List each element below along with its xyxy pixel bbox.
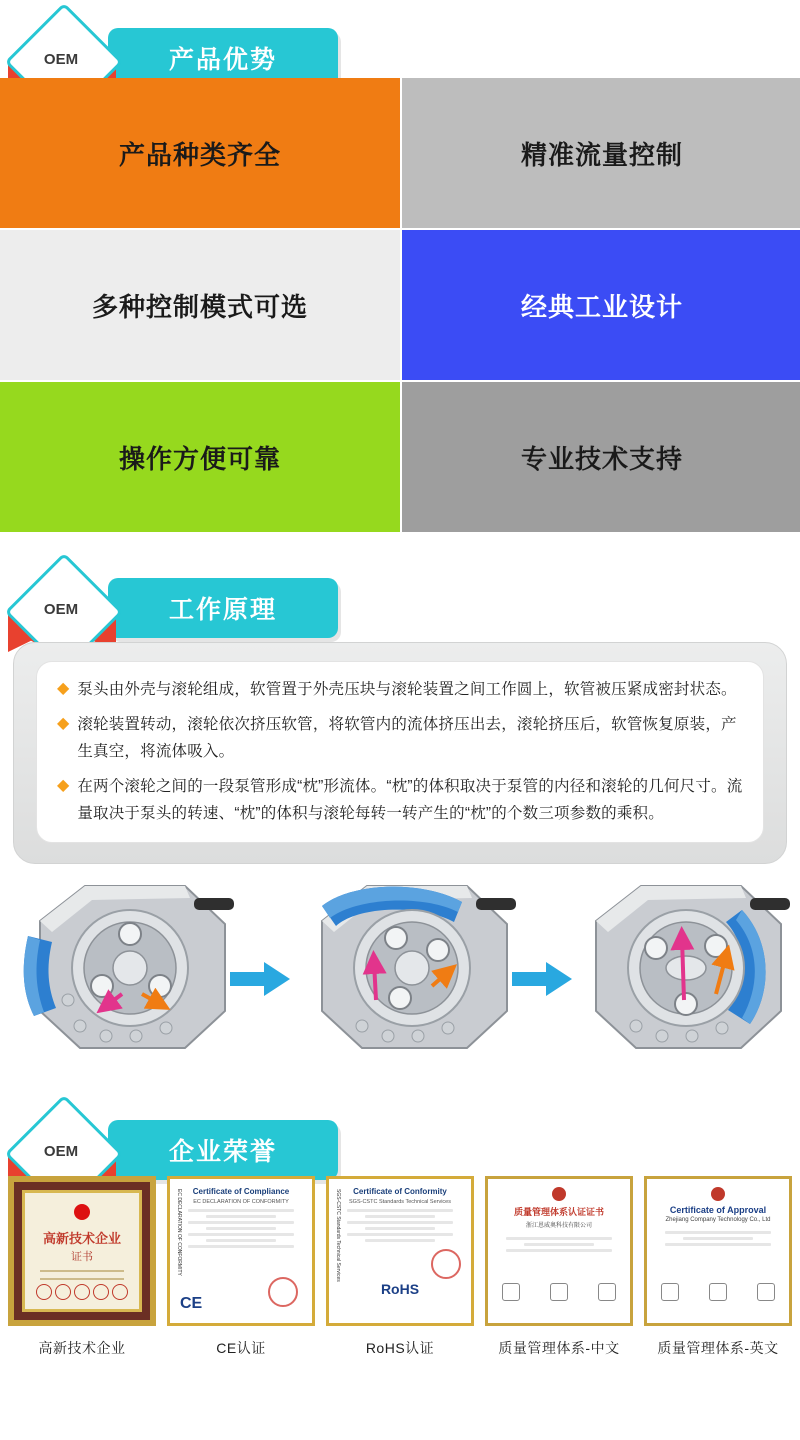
text-line <box>347 1209 453 1212</box>
advantage-label: 产品种类齐全 <box>118 139 281 170</box>
text-line <box>188 1233 294 1236</box>
flow-arrow-icon-2 <box>512 962 572 996</box>
principle-panel <box>13 642 787 864</box>
certificate-title: 质量管理体系认证证书 <box>513 1207 604 1217</box>
plaque-subtitle: 证书 <box>71 1251 93 1263</box>
logo-icon <box>661 1283 679 1301</box>
text-line <box>188 1245 294 1248</box>
red-seal-icon <box>431 1249 461 1279</box>
oem-badge-label: OEM <box>43 600 79 618</box>
bullet-icon: ◆ <box>57 680 70 697</box>
oem-badge-label: OEM <box>43 50 79 68</box>
plaque-seal-icon <box>74 1204 90 1220</box>
seal-icon <box>711 1187 725 1201</box>
certificate-side-text: EC DECLARATION OF CONFORMITY <box>176 1189 182 1276</box>
certificate-item[interactable] <box>644 1176 792 1376</box>
text-line <box>365 1239 435 1242</box>
logo-icon <box>709 1283 727 1301</box>
ce-certificate <box>167 1176 315 1326</box>
plaque-frame <box>8 1176 156 1326</box>
stamp-icon <box>93 1284 109 1300</box>
advantage-label: 经典工业设计 <box>520 291 683 322</box>
certificate-caption: CE认证 <box>216 1340 266 1356</box>
pump-principle-diagram <box>0 876 800 1086</box>
accreditation-logos <box>502 1283 616 1301</box>
bullet-icon: ◆ <box>57 715 70 732</box>
text-line <box>206 1215 276 1218</box>
logo-icon <box>502 1283 520 1301</box>
logo-icon <box>550 1283 568 1301</box>
plaque-stamps <box>36 1284 128 1300</box>
principle-item-text: 在两个滚轮之间的一段泵管形成“枕”形流体。“枕”的体积取决于泵管的内径和滚轮的几何尺寸。流量取决于泵头的转速、“枕”的体积与滚轮每转一转产生的“枕”的个数三项参数的乘积。 <box>77 778 743 822</box>
certificate-subtitle: EC DECLARATION OF CONFORMITY <box>193 1199 289 1205</box>
text-line <box>188 1221 294 1224</box>
plaque-title: 高新技术企业 <box>42 1231 121 1246</box>
certificate-subtitle: SGS-CSTC Standards Technical Services <box>349 1199 451 1205</box>
section-title-advantages: 产品优势 <box>168 46 277 74</box>
certificate-item[interactable] <box>326 1176 474 1376</box>
advantage-cell-4 <box>402 230 800 380</box>
section-heading-principle <box>0 550 800 628</box>
text-line <box>506 1249 612 1252</box>
certificate-caption: 高新技术企业 <box>38 1340 126 1356</box>
advantages-grid <box>0 78 800 532</box>
certificate-caption: RoHS认证 <box>365 1340 435 1356</box>
text-line <box>206 1227 276 1230</box>
ce-mark-icon: CE <box>180 1295 203 1312</box>
quality-certificate-cn <box>485 1176 633 1326</box>
certificate-title: Certificate of Conformity <box>353 1187 447 1196</box>
certificate-thumbnail[interactable] <box>644 1176 792 1326</box>
text-line <box>683 1237 753 1240</box>
stamp-icon <box>36 1284 52 1300</box>
oem-ribbon-2 <box>8 564 118 654</box>
seal-icon <box>552 1187 566 1201</box>
text-line <box>506 1237 612 1240</box>
pump-illustration-3 <box>566 876 796 1076</box>
certificate-caption: 质量管理体系-中文 <box>498 1340 620 1356</box>
oem-badge-label: OEM <box>43 1142 79 1160</box>
certificate-thumbnail[interactable] <box>167 1176 315 1326</box>
section-heading-honors <box>0 1092 800 1170</box>
text-line <box>665 1243 771 1246</box>
certificate-title: Certificate of Compliance <box>192 1187 290 1196</box>
section-title-honors: 企业荣誉 <box>168 1138 277 1166</box>
logo-icon <box>757 1283 775 1301</box>
red-seal-icon <box>268 1277 298 1307</box>
certificate-side-text: SGS-CSTC Standards Technical Services <box>335 1189 341 1282</box>
certificate-item[interactable] <box>167 1176 315 1376</box>
advantage-cell-2 <box>402 78 800 228</box>
principle-text-box <box>36 661 764 843</box>
certificate-title: Certificate of Approval <box>669 1205 767 1215</box>
certificate-item[interactable] <box>485 1176 633 1376</box>
advantage-label: 精准流量控制 <box>520 139 683 170</box>
text-line <box>365 1227 435 1230</box>
pump-illustration-1 <box>10 876 240 1076</box>
plaque-rule <box>40 1270 124 1272</box>
certificate-thumbnail[interactable] <box>326 1176 474 1326</box>
certificate-subtitle: 浙江恩威奥科技有限公司 <box>525 1223 592 1229</box>
section-title-principle: 工作原理 <box>168 596 277 624</box>
advantage-cell-6 <box>402 382 800 532</box>
section-heading-advantages <box>0 0 800 78</box>
text-line <box>524 1243 594 1246</box>
advantage-label: 操作方便可靠 <box>118 443 281 474</box>
text-line <box>206 1239 276 1242</box>
certificate-thumbnail[interactable] <box>485 1176 633 1326</box>
advantage-cell-5 <box>0 382 400 532</box>
certificate-thumbnail[interactable] <box>8 1176 156 1326</box>
stamp-icon <box>55 1284 71 1300</box>
quality-certificate-en <box>644 1176 792 1326</box>
rohs-certificate <box>326 1176 474 1326</box>
certificate-caption: 质量管理体系-英文 <box>657 1340 779 1356</box>
principle-item <box>57 676 743 703</box>
certificate-subtitle: Zhejiang Company Technology Co., Ltd <box>665 1217 771 1223</box>
accreditation-logos <box>661 1283 775 1301</box>
principle-item <box>57 711 743 765</box>
principle-item <box>57 773 743 827</box>
bullet-icon: ◆ <box>57 777 70 794</box>
text-line <box>188 1209 294 1212</box>
text-line <box>365 1215 435 1218</box>
stamp-icon <box>112 1284 128 1300</box>
flow-arrow-icon-1 <box>230 962 290 996</box>
advantage-label: 专业技术支持 <box>520 443 683 474</box>
text-line <box>347 1233 453 1236</box>
stamp-icon <box>74 1284 90 1300</box>
certificates-row <box>0 1176 800 1376</box>
certificate-item[interactable] <box>8 1176 156 1376</box>
rohs-mark-icon: RoHS <box>380 1281 420 1297</box>
principle-item-text: 滚轮装置转动，滚轮依次挤压软管，将软管内的流体挤压出去，滚轮挤压后，软管恢复原装，产生真空，将流体吸入。 <box>77 716 737 760</box>
principle-item-text: 泵头由外壳与滚轮组成，软管置于外壳压块与滚轮装置之间工作圆上，软管被压紧成密封状态。 <box>77 681 737 698</box>
advantage-cell-3 <box>0 230 400 380</box>
pump-illustration-2 <box>292 876 522 1076</box>
text-line <box>665 1231 771 1234</box>
logo-icon <box>598 1283 616 1301</box>
advantage-cell-1 <box>0 78 400 228</box>
advantage-label: 多种控制模式可选 <box>91 291 308 322</box>
plaque-rule <box>40 1278 124 1280</box>
text-line <box>347 1221 453 1224</box>
